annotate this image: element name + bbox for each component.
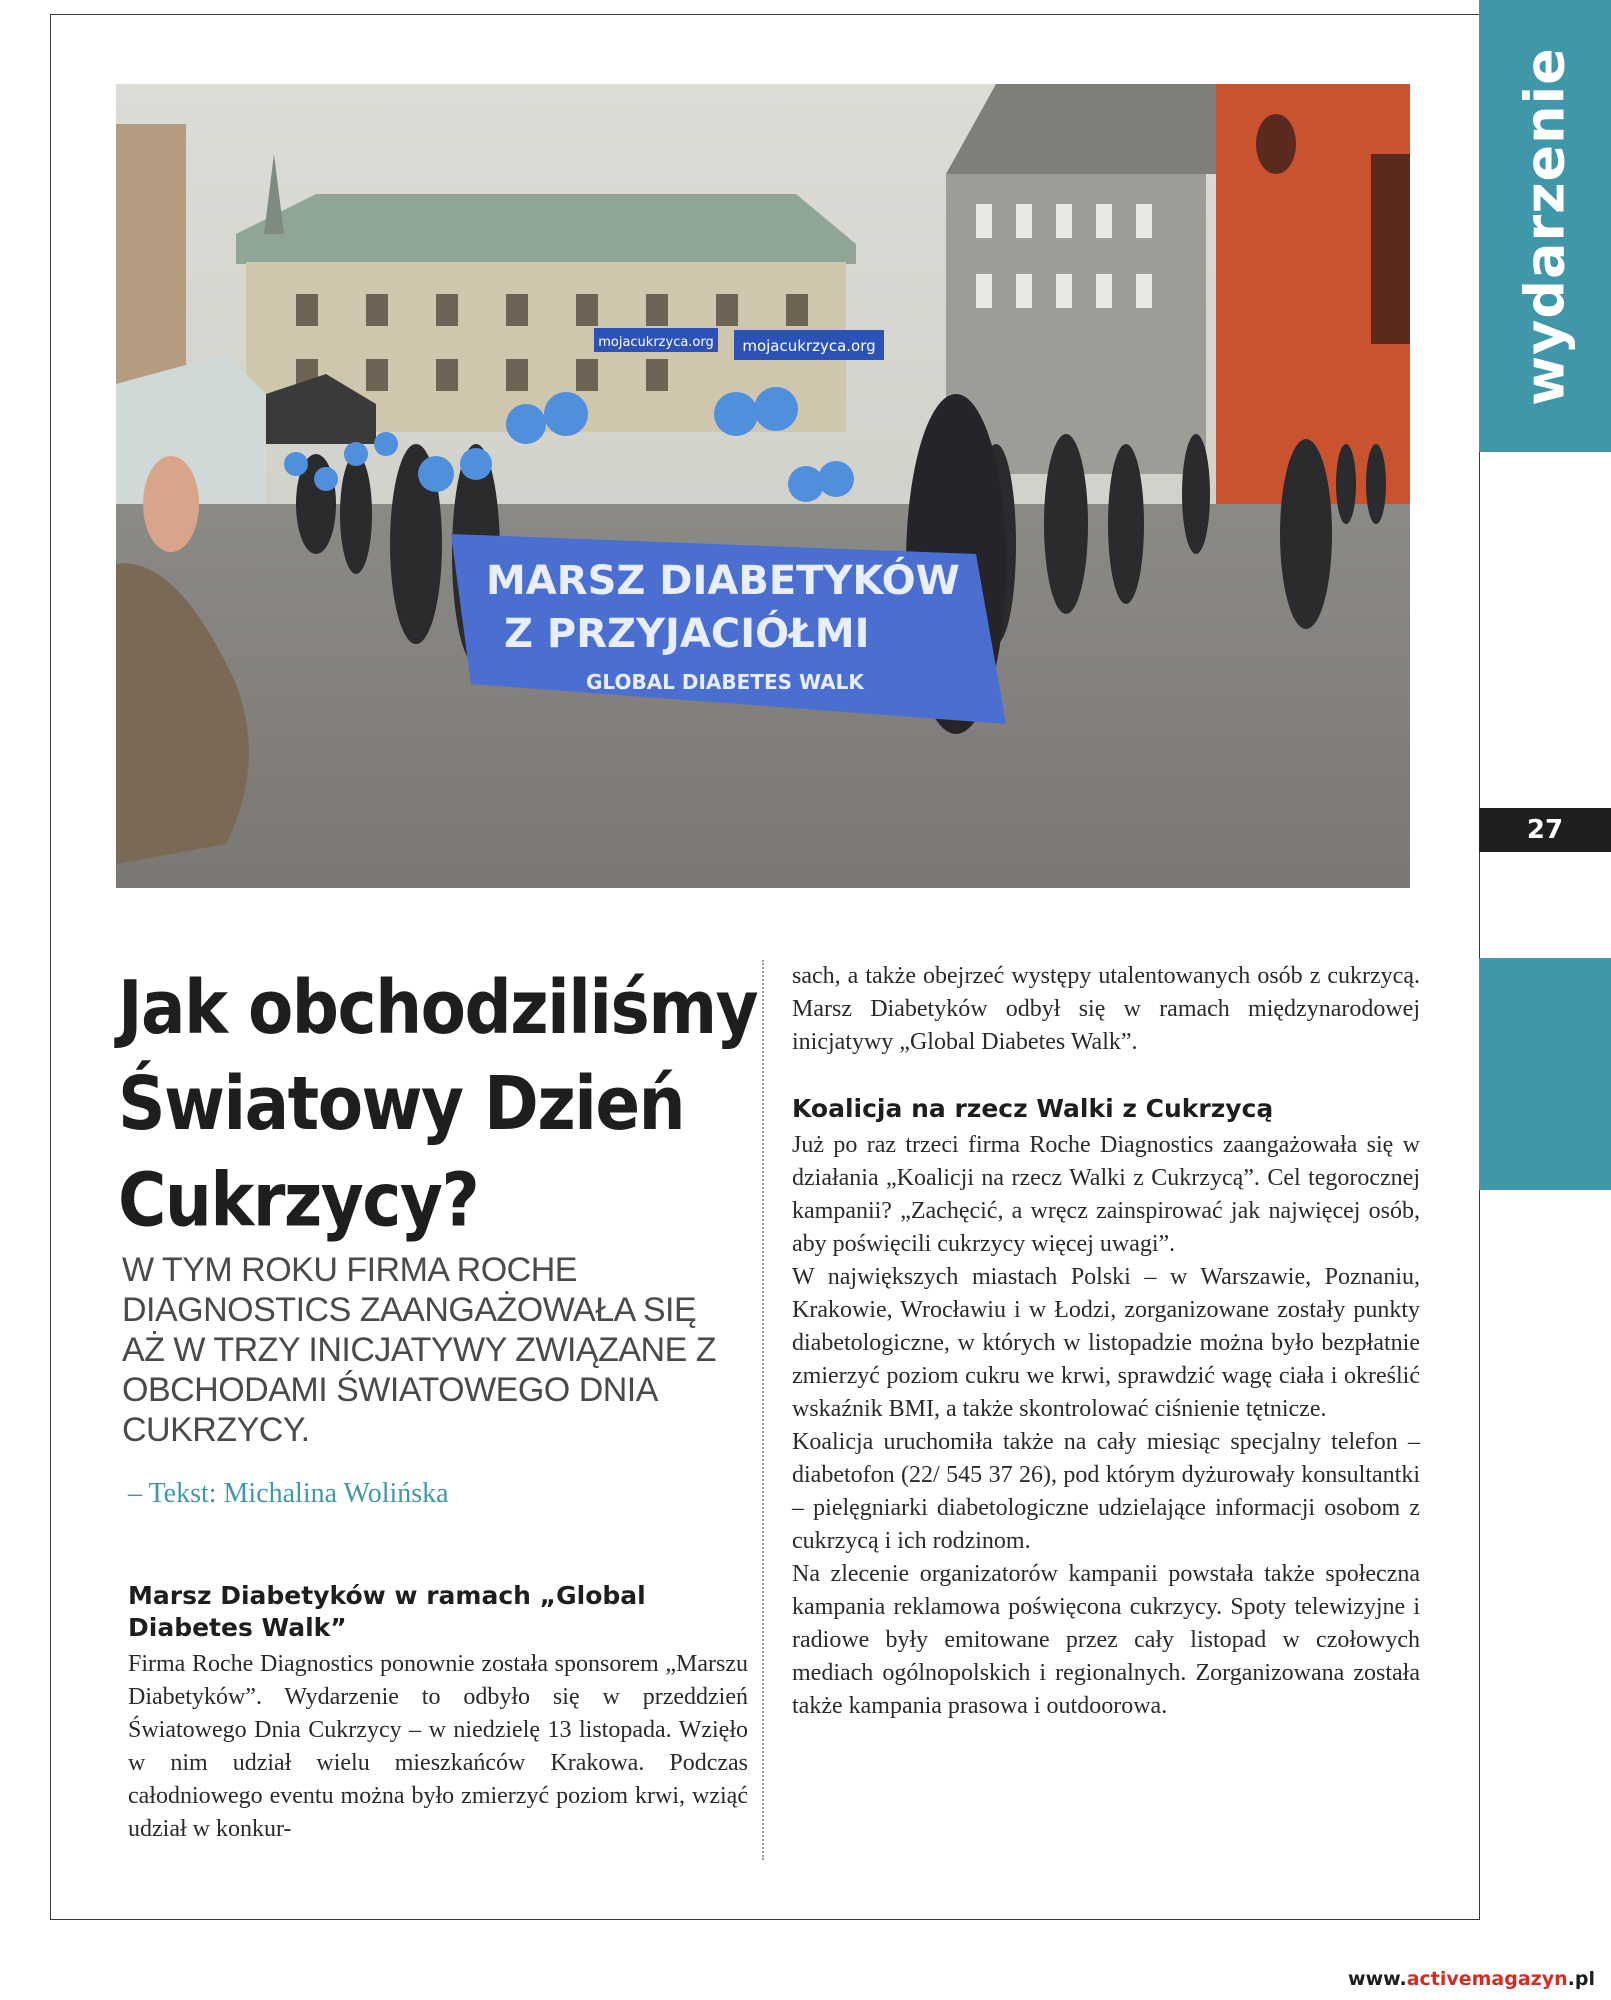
sign-2-text: mojacukrzyca.org	[742, 337, 876, 355]
section1-body: Firma Roche Diagnostics ponownie została sponsorem „Marszu Diabetyków”. Wydarzenie to odbyło się w przeddzień Światowego Dnia Cukrzycy – w niedzielę 13 listopada. Wzięło w nim udział wielu mieszkańców Krakowa. Podczas całodniowego eventu można było zmierzyć poziom krwi, wziąć udział w konkur-	[128, 1651, 748, 1842]
sign-1-text: mojacukrzyca.org	[598, 335, 714, 350]
column-divider	[762, 960, 764, 1860]
section1-continuation: sach, a także obejrzeć występy utalentowanych osób z cukrzycą. Marsz Diabetyków odbył się w ramach międzynarodowej inicjatywy „Global Diabetes Walk”.	[792, 963, 1420, 1055]
right-column	[792, 960, 1420, 1723]
article-lead: W TYM ROKU FIRMA ROCHE DIAGNOSTICS ZAANGAŻOWAŁA SIĘ AŻ W TRZY INICJATYWY ZWIĄZANE Z OBCHODAMI ŚWIATOWEGO DNIA CUKRZYCY.	[122, 1251, 716, 1449]
footer-url-brand: activemagazyn	[1406, 1968, 1568, 1990]
section2-heading: Koalicja na rzecz Walki z Cukrzycą	[792, 1094, 1274, 1123]
section-label-wrap	[1479, 0, 1611, 452]
banner-line-2: Z PRZYJACIÓŁMI	[504, 611, 870, 657]
section2-paragraph-1: Już po raz trzeci firma Roche Diagnostics zaangażowała się w działania „Koalicji na rzecz Walki z Cukrzycą”. Cel tegorocznej kampanii? „Zachęcić, a wręcz zainspirować jak najwięcej osób, aby poświęcili cukrzycy więcej uwagi”.	[792, 1132, 1420, 1257]
section-label: wydarzenie	[1513, 46, 1577, 406]
article-photo	[116, 84, 1410, 888]
footer-url[interactable]	[1348, 1968, 1595, 1990]
footer-url-suffix: .pl	[1567, 1968, 1595, 1990]
left-column	[128, 1580, 748, 1878]
section1-heading: Marsz Diabetyków w ramach „Global Diabetes Walk”	[128, 1581, 646, 1642]
side-tab-bottom	[1479, 958, 1611, 1190]
article-title: Jak obchodziliśmy Światowy Dzień Cukrzycy?	[118, 964, 758, 1244]
section2-paragraph-3: Koalicja uruchomiła także na cały miesiąc specjalny telefon – diabetofon (22/ 545 37 26), pod którym dyżurowały konsultantki – pielęgniarki diabetologiczne udzielające informacji osobom z cukrzycą i ich rodzinom.	[792, 1429, 1420, 1554]
central-roof	[236, 194, 856, 264]
footer-url-prefix: www.	[1348, 1968, 1407, 1990]
banner-line-3: GLOBAL DIABETES WALK	[586, 670, 864, 694]
banner-line-1: MARSZ DIABETYKÓW	[486, 558, 960, 604]
page-number: 27	[1479, 808, 1611, 852]
section2-paragraph-4: Na zlecenie organizatorów kampanii powstała także społeczna kampania reklamowa poświęcona cukrzycy. Spoty telewizyjne i radiowe były emitowane przez cały listopad w czołowych mediach ogólnopolskich i regionalnych. Zorganizowana została także kampania prasowa i outdoorowa.	[792, 1561, 1420, 1719]
article-author: – Tekst: Michalina Wolińska	[128, 1478, 449, 1509]
section2-paragraph-2: W największych miastach Polski – w Warszawie, Poznaniu, Krakowie, Wrocławiu i w Łodzi, zorganizowane zostały punkty diabetologiczne, w których w listopadzie można było bezpłatnie zmierzyć poziom cukru we krwi, sprawdzić wagę ciała i określić wskaźnik BMI, a także skontrolować ciśnienie tętnicze.	[792, 1264, 1420, 1422]
